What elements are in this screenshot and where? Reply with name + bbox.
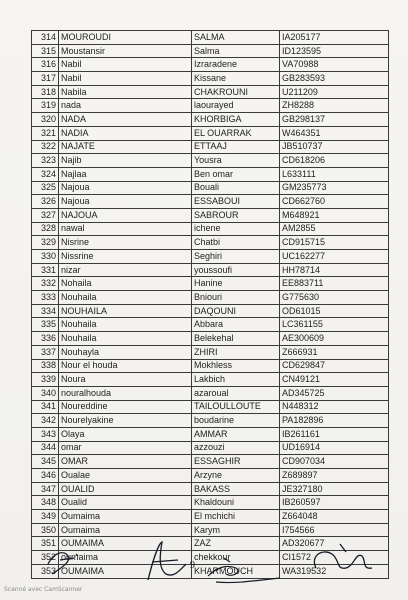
row-number: 317 [32, 72, 59, 86]
table-row [32, 85, 389, 99]
table-row [32, 291, 389, 305]
id-number-cell: IB261161 [280, 427, 389, 441]
row-number: 321 [32, 126, 59, 140]
table-row [32, 44, 389, 58]
row-number: 351 [32, 537, 59, 551]
last-name-cell: laourayed [192, 99, 280, 113]
id-number-cell: L633111 [280, 167, 389, 181]
last-name-cell: CHAKROUNI [192, 85, 280, 99]
first-name-cell: Nissrine [59, 250, 192, 264]
last-name-cell: Mokhless [192, 359, 280, 373]
row-number: 343 [32, 427, 59, 441]
last-name-cell: TAILOULLOUTE [192, 400, 280, 414]
first-name-cell: nada [59, 99, 192, 113]
first-name-cell: Oumaima [59, 523, 192, 537]
first-name-cell: MOUROUDI [59, 31, 192, 45]
row-number: 342 [32, 414, 59, 428]
table-row [32, 167, 389, 181]
first-name-cell: OUALID [59, 482, 192, 496]
table-row [32, 345, 389, 359]
first-name-cell: Najoua [59, 181, 192, 195]
last-name-cell: Izraradene [192, 58, 280, 72]
table-row [32, 332, 389, 346]
first-name-cell: Najoua [59, 195, 192, 209]
id-number-cell: I754566 [280, 523, 389, 537]
table-row [32, 72, 389, 86]
last-name-cell: Seghiri [192, 250, 280, 264]
first-name-cell: OUMAIMA [59, 537, 192, 551]
row-number: 326 [32, 195, 59, 209]
id-number-cell: UD16914 [280, 441, 389, 455]
last-name-cell: Ben omar [192, 167, 280, 181]
first-name-cell: omar [59, 441, 192, 455]
id-number-cell: GM235773 [280, 181, 389, 195]
last-name-cell: SABROUR [192, 208, 280, 222]
id-number-cell: CD907034 [280, 455, 389, 469]
table-row [32, 469, 389, 483]
id-number-cell: M648921 [280, 208, 389, 222]
table-row [32, 222, 389, 236]
table-row [32, 99, 389, 113]
id-number-cell: AM2855 [280, 222, 389, 236]
table-row [32, 400, 389, 414]
table-row [32, 277, 389, 291]
row-number: 349 [32, 510, 59, 524]
row-number: 331 [32, 263, 59, 277]
id-number-cell: AD345725 [280, 386, 389, 400]
id-number-cell: GB298137 [280, 113, 389, 127]
last-name-cell: Hanine [192, 277, 280, 291]
id-number-cell: N448312 [280, 400, 389, 414]
first-name-cell: Moustansir [59, 44, 192, 58]
first-name-cell: Nisrine [59, 236, 192, 250]
id-number-cell: JB510737 [280, 140, 389, 154]
first-name-cell: Nohaila [59, 277, 192, 291]
last-name-cell: ZAZ [192, 537, 280, 551]
last-name-cell: Kissane [192, 72, 280, 86]
last-name-cell: KHORBIGA [192, 113, 280, 127]
row-number: 320 [32, 113, 59, 127]
last-name-cell: ESSAGHIR [192, 455, 280, 469]
table-row [32, 373, 389, 387]
first-name-cell: nawal [59, 222, 192, 236]
row-number: 330 [32, 250, 59, 264]
table-row [32, 236, 389, 250]
last-name-cell: Khaldouni [192, 496, 280, 510]
id-number-cell: AD320677 [280, 537, 389, 551]
row-number: 335 [32, 318, 59, 332]
table-row [32, 113, 389, 127]
id-number-cell: Z689897 [280, 469, 389, 483]
first-name-cell: Nourelyakine [59, 414, 192, 428]
first-name-cell: Nouhaila [59, 291, 192, 305]
last-name-cell: AMMAR [192, 427, 280, 441]
last-name-cell: Abbara [192, 318, 280, 332]
signature-2 [148, 542, 186, 580]
id-number-cell: CD915715 [280, 236, 389, 250]
first-name-cell: nouralhouda [59, 386, 192, 400]
first-name-cell: Najlaa [59, 167, 192, 181]
id-number-cell: GB283593 [280, 72, 389, 86]
scan-watermark: Scanné avec CamScanner [4, 586, 83, 593]
row-number: 315 [32, 44, 59, 58]
row-number: 319 [32, 99, 59, 113]
id-number-cell: VA70988 [280, 58, 389, 72]
id-number-cell: ID123595 [280, 44, 389, 58]
first-name-cell: OMAR [59, 455, 192, 469]
row-number: 323 [32, 154, 59, 168]
first-name-cell: Nouhayla [59, 345, 192, 359]
row-number: 327 [32, 208, 59, 222]
row-number: 336 [32, 332, 59, 346]
table-row [32, 386, 389, 400]
table-row [32, 250, 389, 264]
table-row [32, 31, 389, 45]
row-number: 345 [32, 455, 59, 469]
row-number: 333 [32, 291, 59, 305]
id-number-cell: Z666931 [280, 345, 389, 359]
last-name-cell: Lakbich [192, 373, 280, 387]
id-number-cell: PA182896 [280, 414, 389, 428]
table-row [32, 154, 389, 168]
table-row [32, 195, 389, 209]
first-name-cell: Oualid [59, 496, 192, 510]
last-name-cell: KHARMOUCH [192, 564, 280, 578]
signature-1 [48, 553, 78, 574]
first-name-cell: Nabil [59, 72, 192, 86]
last-name-cell: Salma [192, 44, 280, 58]
id-number-cell: OD61015 [280, 304, 389, 318]
table-row [32, 441, 389, 455]
last-name-cell: Chatbi [192, 236, 280, 250]
last-name-cell: Bniouri [192, 291, 280, 305]
row-number: 340 [32, 386, 59, 400]
row-number: 328 [32, 222, 59, 236]
table-row [32, 510, 389, 524]
table-row [32, 126, 389, 140]
first-name-cell: nizar [59, 263, 192, 277]
row-number: 341 [32, 400, 59, 414]
row-number: 322 [32, 140, 59, 154]
row-number: 314 [32, 31, 59, 45]
row-number: 316 [32, 58, 59, 72]
last-name-cell: ZHIRI [192, 345, 280, 359]
row-number: 352 [32, 551, 59, 565]
id-number-cell: ZH8288 [280, 99, 389, 113]
id-number-cell: G775630 [280, 291, 389, 305]
roster-body [32, 31, 389, 579]
first-name-cell: NAJOUA [59, 208, 192, 222]
id-number-cell: LC361155 [280, 318, 389, 332]
id-number-cell: HH78714 [280, 263, 389, 277]
row-number: 346 [32, 469, 59, 483]
row-number: 332 [32, 277, 59, 291]
signature-3 [208, 558, 280, 583]
id-number-cell: IA205177 [280, 31, 389, 45]
row-number: 324 [32, 167, 59, 181]
last-name-cell: ichene [192, 222, 280, 236]
row-number: 339 [32, 373, 59, 387]
id-number-cell: CD662760 [280, 195, 389, 209]
table-row [32, 482, 389, 496]
table-row [32, 455, 389, 469]
first-name-cell: Nouhaila [59, 318, 192, 332]
row-number: 344 [32, 441, 59, 455]
first-name-cell: Olaya [59, 427, 192, 441]
id-number-cell: CD629847 [280, 359, 389, 373]
first-name-cell: Noura [59, 373, 192, 387]
last-name-cell: Yousra [192, 154, 280, 168]
last-name-cell: azaroual [192, 386, 280, 400]
table-row [32, 58, 389, 72]
table-row [32, 263, 389, 277]
row-number: 337 [32, 345, 59, 359]
last-name-cell: youssoufi [192, 263, 280, 277]
row-number: 325 [32, 181, 59, 195]
table-row [32, 496, 389, 510]
row-number: 347 [32, 482, 59, 496]
row-number: 329 [32, 236, 59, 250]
id-number-cell: CN49121 [280, 373, 389, 387]
row-number: 338 [32, 359, 59, 373]
table-row [32, 181, 389, 195]
row-number: 350 [32, 523, 59, 537]
first-name-cell: Oumaima [59, 510, 192, 524]
id-number-cell: UC162277 [280, 250, 389, 264]
row-number: 318 [32, 85, 59, 99]
table-row [32, 304, 389, 318]
first-name-cell: NADA [59, 113, 192, 127]
table-row [32, 427, 389, 441]
signatures [40, 534, 390, 586]
first-name-cell: Najib [59, 154, 192, 168]
first-name-cell: NADIA [59, 126, 192, 140]
first-name-cell: Nabil [59, 58, 192, 72]
table-row [32, 140, 389, 154]
id-number-cell: W464351 [280, 126, 389, 140]
first-name-cell: Nour el houda [59, 359, 192, 373]
table-row [32, 318, 389, 332]
signature-4 [314, 544, 372, 568]
last-name-cell: ESSABOUI [192, 195, 280, 209]
row-number: 348 [32, 496, 59, 510]
id-number-cell: CD618206 [280, 154, 389, 168]
last-name-cell: DAQOUNI [192, 304, 280, 318]
first-name-cell: oumaima [59, 551, 192, 565]
last-name-cell: Bouali [192, 181, 280, 195]
table-row [32, 414, 389, 428]
id-number-cell: AE300609 [280, 332, 389, 346]
last-name-cell: EL OUARRAK [192, 126, 280, 140]
id-number-cell: CI1572 [280, 551, 389, 565]
id-number-cell: Z664048 [280, 510, 389, 524]
last-name-cell: SALMA [192, 31, 280, 45]
last-name-cell: ETTAAJ [192, 140, 280, 154]
last-name-cell: Karym [192, 523, 280, 537]
last-name-cell: chekkour [192, 551, 280, 565]
last-name-cell: Arzyne [192, 469, 280, 483]
first-name-cell: Nouhaila [59, 332, 192, 346]
id-number-cell: IB260597 [280, 496, 389, 510]
id-number-cell: EE883711 [280, 277, 389, 291]
id-number-cell: JE327180 [280, 482, 389, 496]
last-name-cell: El mchichi [192, 510, 280, 524]
id-number-cell: WA319532 [280, 564, 389, 578]
row-number: 353 [32, 564, 59, 578]
last-name-cell: azzouzi [192, 441, 280, 455]
first-name-cell: Nabila [59, 85, 192, 99]
last-name-cell: boudarine [192, 414, 280, 428]
signature-digit: 9 [190, 560, 195, 571]
table-row [32, 208, 389, 222]
first-name-cell: Noureddine [59, 400, 192, 414]
first-name-cell: OUMAIMA [59, 564, 192, 578]
table-row [32, 359, 389, 373]
id-number-cell: U211209 [280, 85, 389, 99]
roster-table [31, 30, 389, 579]
last-name-cell: BAKASS [192, 482, 280, 496]
first-name-cell: NOUHAILA [59, 304, 192, 318]
row-number: 334 [32, 304, 59, 318]
last-name-cell: Belekehal [192, 332, 280, 346]
first-name-cell: NAJATE [59, 140, 192, 154]
first-name-cell: Oualae [59, 469, 192, 483]
